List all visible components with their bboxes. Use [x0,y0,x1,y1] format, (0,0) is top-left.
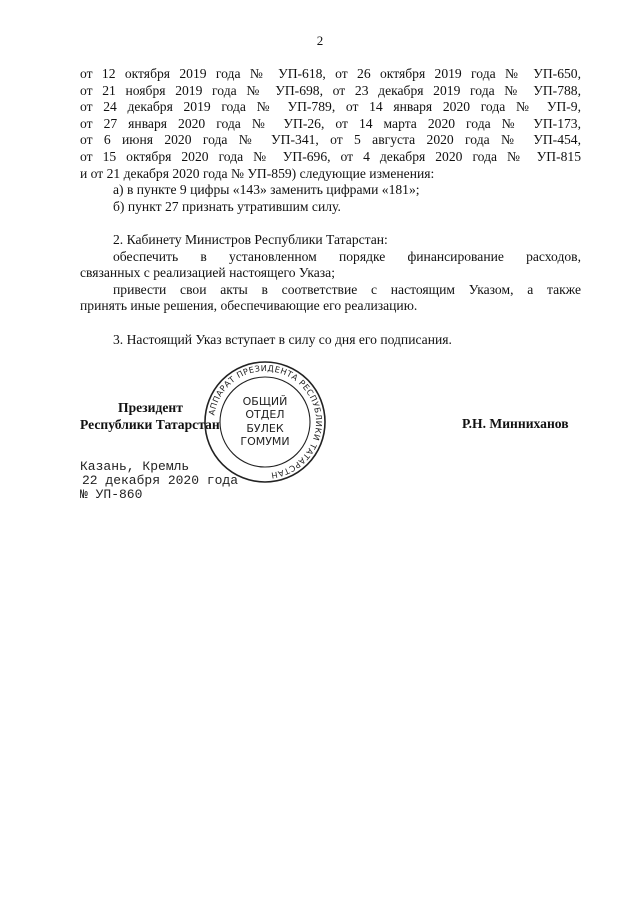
text-line: привести свои акты в соответствие с настоящим Указом, а также [113,281,581,297]
text-line: связанных с реализацией настоящего Указа; [80,265,335,281]
text-line: от 15 октября 2020 года № УП-696, от 4 декабря 2020 года № УП-815 [80,148,581,164]
signing-date: 22 декабря 2020 года [82,473,239,488]
text-line: обеспечить в установленном порядке финансирование расходов, [113,248,581,264]
text-line: от 12 октября 2019 года № УП-618, от 26 октября 2019 года № УП-650, [80,66,581,81]
text-line: и от 21 декабря 2020 года № УП-859) следующие изменения: [80,165,435,181]
cabinet-paragraph [80,232,581,315]
stamp-line: ГОМУМИ [240,435,290,448]
stamp-line: БУЛЕК [246,422,284,435]
stamp-line: ОБЩИЙ [242,395,288,408]
page-number: 2 [316,33,324,48]
text-line: от 21 ноября 2019 года № УП-698, от 23 декабря 2019 года № УП-788, [80,82,581,98]
stamp-line: ОТДЕЛ [245,408,285,421]
signatory-name: Р.Н. Минниханов [462,416,569,431]
text-line: 3. Настоящий Указ вступает в силу со дня его подписания. [113,332,452,347]
effective-date-paragraph [80,332,581,349]
place-and-date [80,460,238,502]
stamp-ring-text: АППАРАТ ПРЕЗИДЕНТА РЕСПУБЛИКИ ТАТАРСТАН [206,362,325,481]
signatory-title-line: Республики Татарстан [80,417,220,432]
amendment-item-a: а) в пункте 9 цифры «143» заменить цифрами «181»; [113,182,420,198]
decree-number: № УП-860 [80,487,143,502]
amendment-item-b: б) пункт 27 признать утратившим силу. [113,198,341,214]
text-line: от 6 июня 2020 года № УП-341, от 5 августа 2020 года № УП-454, [80,132,581,148]
paragraph-heading: 2. Кабинету Министров Республики Татарстан: [113,232,388,247]
text-line: от 27 января 2020 года № УП-26, от 14 марта 2020 года № УП-173, [80,115,581,131]
signatory-title-line: Президент [118,400,183,415]
signing-place: Казань, Кремль [80,459,190,474]
text-line: от 24 декабря 2019 года № УП-789, от 14 января 2020 года № УП-9, [80,99,581,115]
amendments-paragraph [80,66,581,215]
text-line: принять иные решения, обеспечивающие его реализацию. [80,298,418,314]
